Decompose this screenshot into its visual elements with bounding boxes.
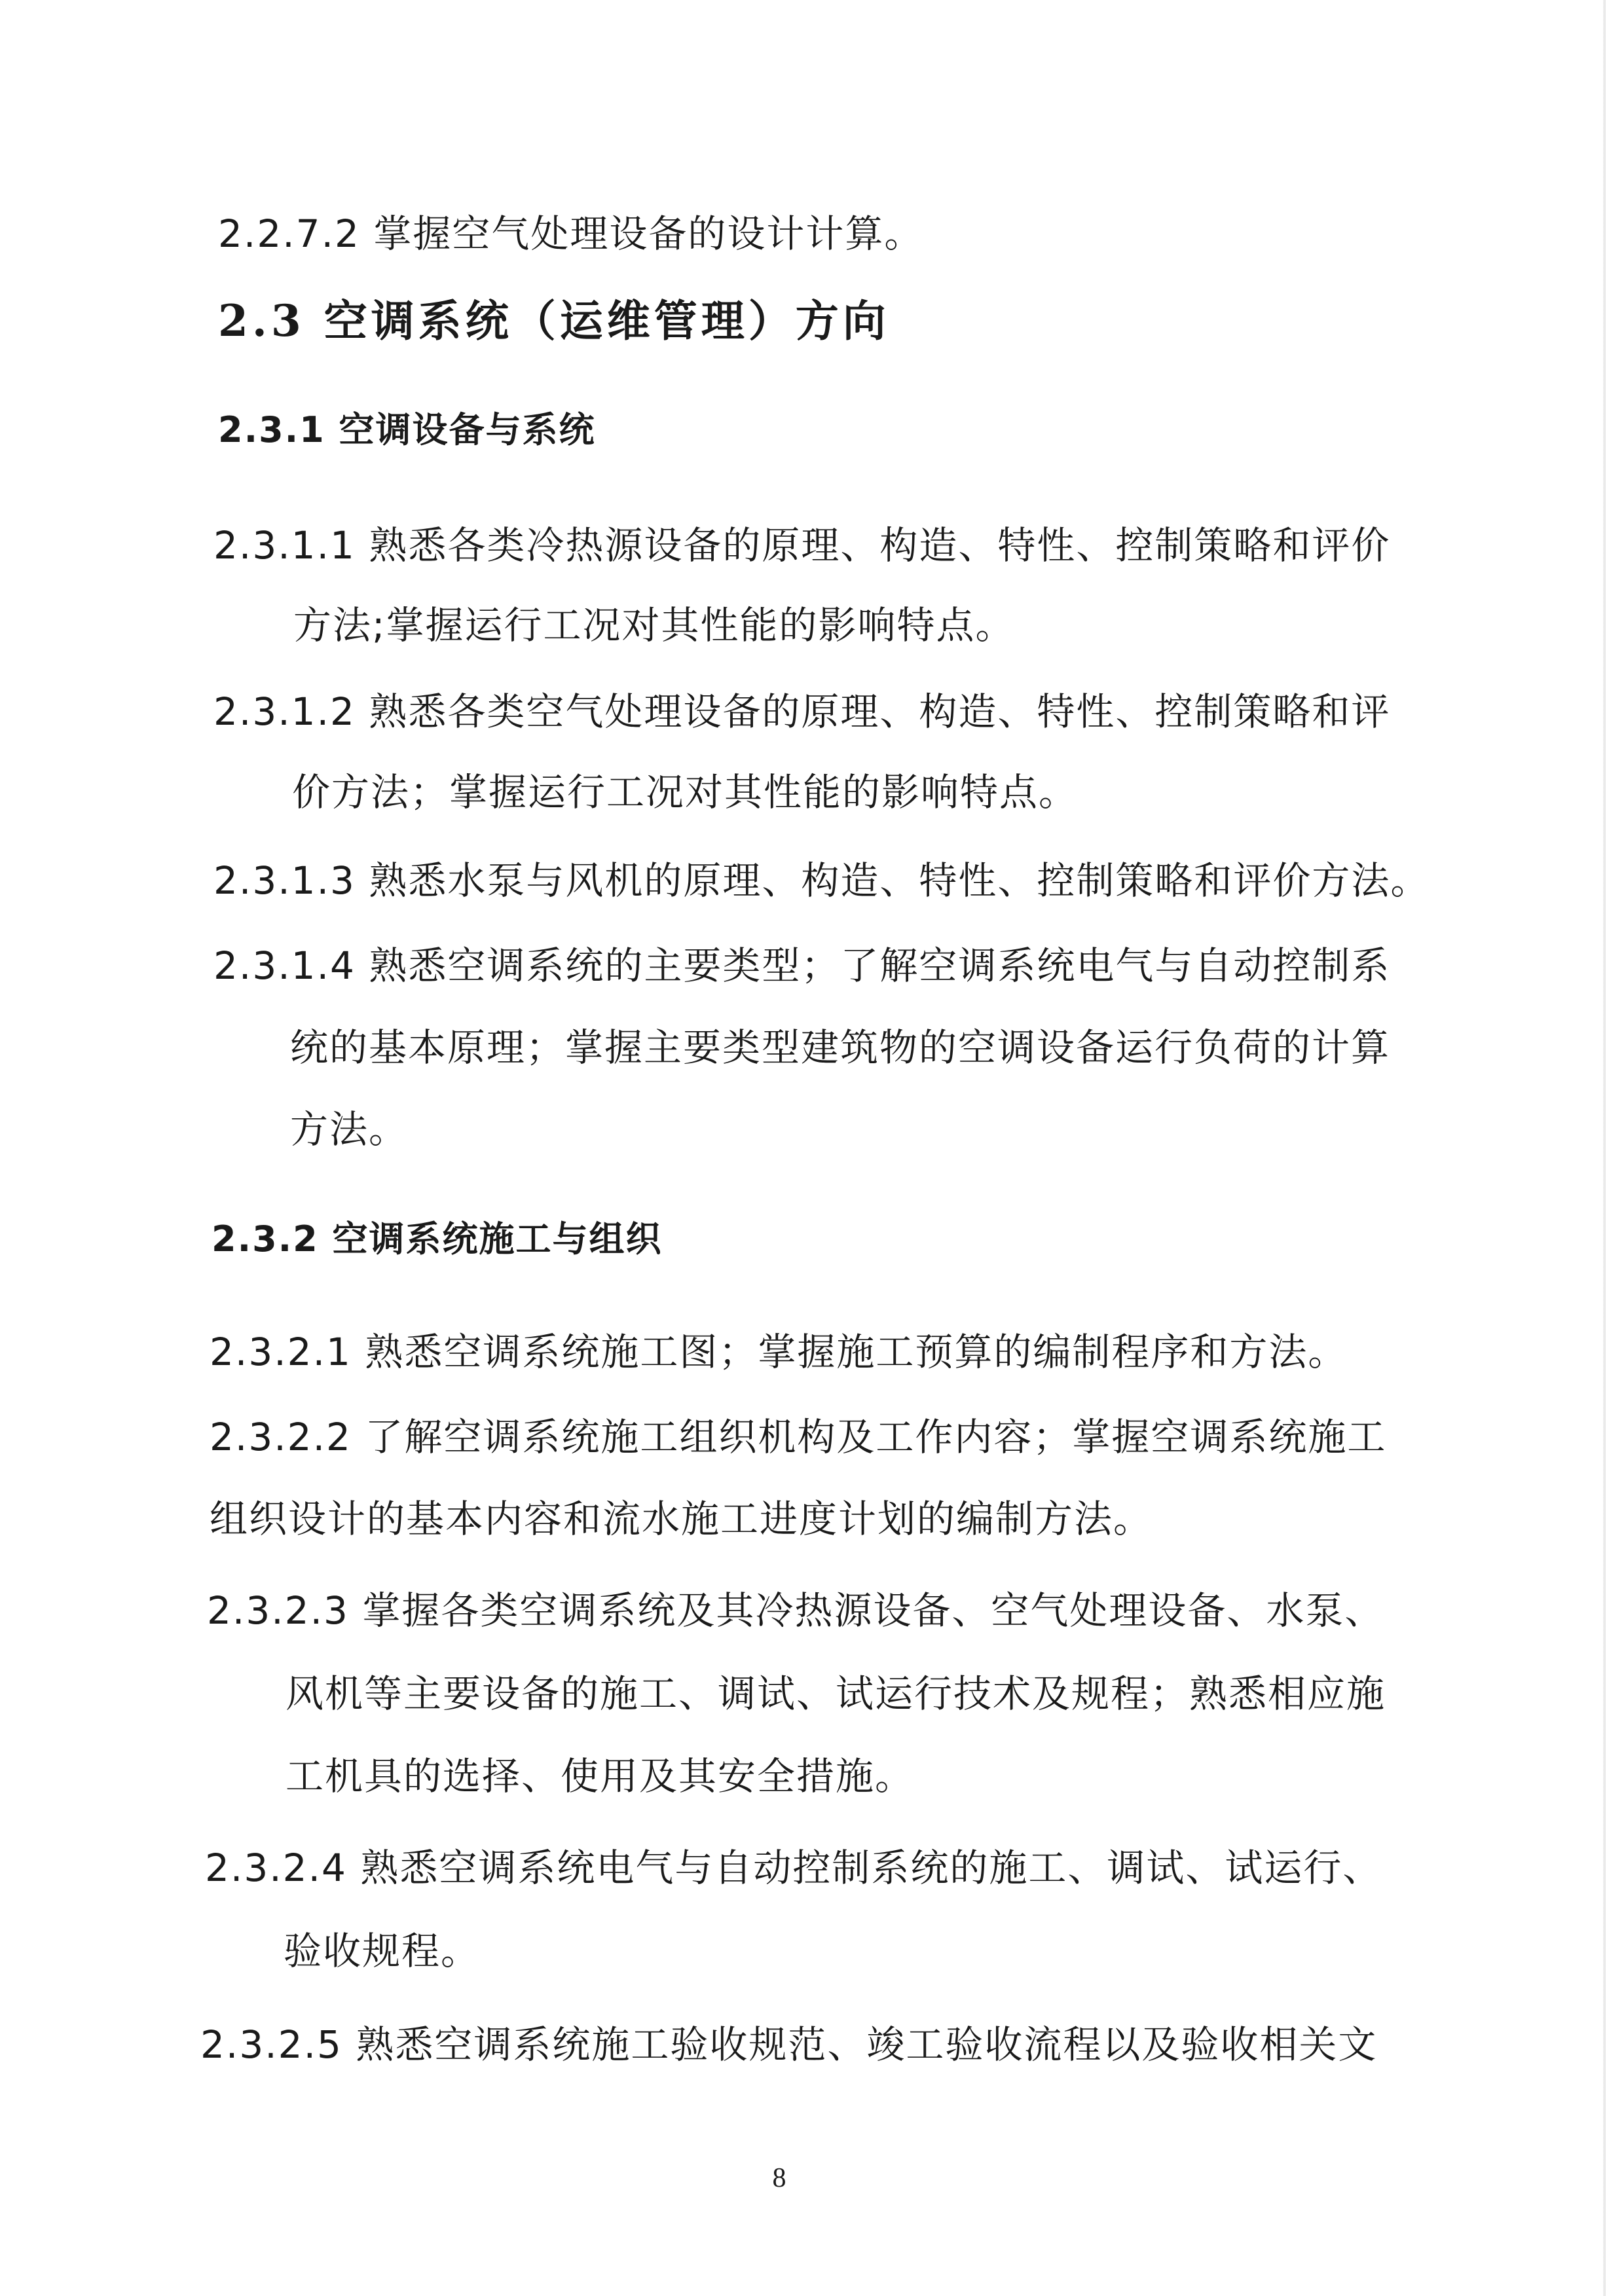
clause-2-3-1-4-line1: 2.3.1.4 熟悉空调系统的主要类型；了解空调系统电气与自动控制系 <box>213 943 1391 988</box>
section-heading-2-3: 2.3 空调系统（运维管理）方向 <box>218 295 890 346</box>
clause-2-3-1-3: 2.3.1.3 熟悉水泵与风机的原理、构造、特性、控制策略和评价方法。 <box>213 858 1430 903</box>
clause-2-3-2-3-line3: 工机具的选择、使用及其安全措施。 <box>286 1754 915 1798</box>
clause-2-3-2-4-line2: 验收规程。 <box>284 1929 481 1973</box>
clause-2-3-1-2-line1: 2.3.1.2 熟悉各类空气处理设备的原理、构造、特性、控制策略和评 <box>213 689 1391 734</box>
clause-2-3-2-2-line1: 2.3.2.2 了解空调系统施工组织机构及工作内容；掌握空调系统施工 <box>210 1415 1387 1459</box>
clause-2-3-2-1: 2.3.2.1 熟悉空调系统施工图；掌握施工预算的编制程序和方法。 <box>210 1330 1348 1374</box>
clause-2-3-1-4-line2: 统的基本原理；掌握主要类型建筑物的空调设备运行负荷的计算 <box>290 1025 1391 1070</box>
subsection-heading-2-3-1: 2.3.1 空调设备与系统 <box>218 409 596 450</box>
clause-2-3-1-1-line2: 方法;掌握运行工况对其性能的影响特点。 <box>293 603 1015 647</box>
clause-2-3-2-3-line2: 风机等主要设备的施工、调试、试运行技术及规程；熟悉相应施 <box>286 1671 1386 1716</box>
clause-2-3-1-4-line3: 方法。 <box>290 1107 409 1152</box>
clause-2-3-1-2-line2: 价方法；掌握运行工况对其性能的影响特点。 <box>292 770 1079 814</box>
subsection-heading-2-3-2: 2.3.2 空调系统施工与组织 <box>212 1218 663 1260</box>
page-number: 8 <box>772 2163 786 2193</box>
clause-2-3-2-2-line2: 组织设计的基本内容和流水施工进度计划的编制方法。 <box>210 1497 1153 1541</box>
clause-2-3-2-3-line1: 2.3.2.3 掌握各类空调系统及其冷热源设备、空气处理设备、水泵、 <box>207 1588 1384 1633</box>
clause-2-3-1-1-line1: 2.3.1.1 熟悉各类冷热源设备的原理、构造、特性、控制策略和评价 <box>213 523 1391 568</box>
clause-2-2-7-2: 2.2.7.2 掌握空气处理设备的设计计算。 <box>218 211 924 256</box>
scan-edge-shadow <box>1603 0 1606 2296</box>
clause-2-3-2-5-line1: 2.3.2.5 熟悉空调系统施工验收规范、竣工验收流程以及验收相关文 <box>200 2022 1378 2067</box>
clause-2-3-2-4-line1: 2.3.2.4 熟悉空调系统电气与自动控制系统的施工、调试、试运行、 <box>205 1846 1382 1890</box>
